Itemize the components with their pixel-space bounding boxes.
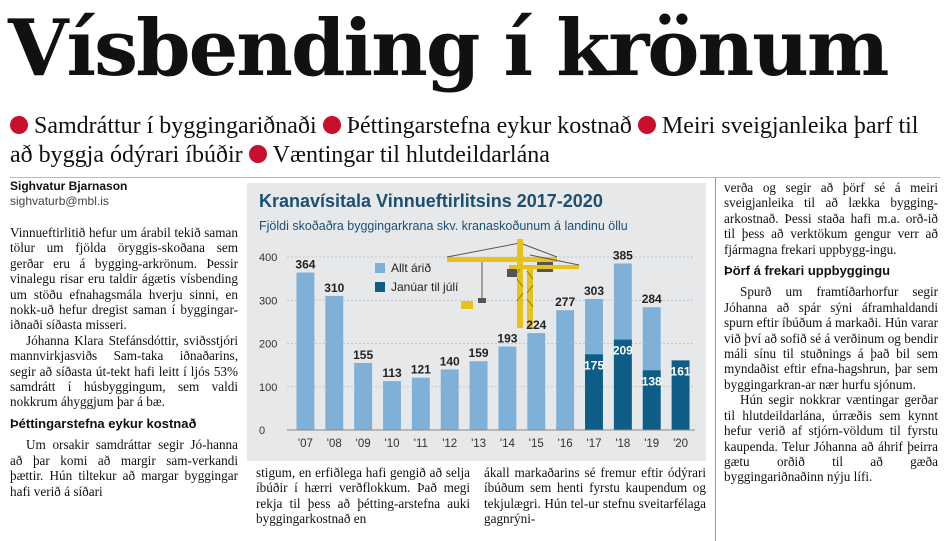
data-label: 284 — [641, 292, 662, 307]
column-4 — [724, 180, 938, 485]
bar-allt-arid — [412, 378, 430, 430]
column-3 — [484, 465, 706, 527]
x-tick-label: '11 — [413, 438, 428, 450]
paragraph: Spurð um framtíðarhorfur segir Jóhanna að spár sýni áframhaldandi spurn eftir íbúðum á markaði. Hún varar við því að sofið sé á verðinum og bendir máli sínu til stuðnings á það bil sem myndaðist eftir efna-hagshrun, þar sem byggingarkran-ar nær hurfu sjónum. — [724, 284, 938, 392]
bullet-dot — [249, 145, 267, 163]
bar-allt-arid — [498, 347, 516, 430]
subhead-1: Samdráttur í byggingariðnaði — [34, 113, 317, 139]
bullet-dot — [323, 116, 341, 134]
bar-allt-arid — [296, 273, 314, 430]
x-tick-label: '12 — [442, 438, 458, 450]
x-tick-label: '19 — [644, 438, 660, 450]
legend-label: Janúar til júlí — [391, 280, 459, 294]
data-label: 364 — [295, 257, 316, 272]
subheads — [10, 112, 940, 170]
bar-allt-arid — [383, 381, 401, 430]
author-name: Sighvatur Bjarnason — [10, 179, 128, 193]
data-label: 159 — [468, 346, 489, 361]
bar-allt-arid — [354, 363, 372, 430]
column-2 — [256, 465, 470, 527]
bar-allt-arid — [441, 369, 459, 430]
subhead-3: Meiri sveigjanleika þarf til að byggja ódýrari íbúðir — [10, 113, 919, 168]
x-tick-label: '15 — [528, 438, 544, 450]
bar-allt-arid — [325, 296, 343, 430]
x-tick-label: '20 — [673, 438, 689, 450]
data-label: 121 — [410, 362, 431, 377]
author-email[interactable]: sighvaturb@mbl.is — [10, 194, 109, 208]
paragraph: Jóhanna Klara Stefánsdóttir, sviðsstjóri mannvirkjasviðs Sam-taka iðnaðarins, segir að síðasta út-tekt hafi leitt í ljós 53% samdrátt í húsbyggingum, sem valdi nokkrum áhyggjum þar á bæ. — [10, 332, 238, 410]
data-label: 161 — [670, 364, 691, 379]
byline — [10, 179, 127, 209]
data-label: 155 — [353, 347, 374, 362]
column-divider — [715, 177, 716, 541]
data-label: 209 — [612, 343, 633, 358]
data-label: 138 — [641, 374, 662, 389]
bullet-dot — [638, 116, 656, 134]
paragraph: Hún segir nokkrar væntingar gerðar til hlutdeildarlána, úrræðis sem kynnt hefur verið af stjórn-völdum til fyrstu kaupenda. Telur Jóhanna að áhrif þeirra gætu orðið til að gæða byggingariðnaðinn nýju lífi. — [724, 392, 938, 485]
paragraph: verða og segir að þörf sé á meiri sveigjanleika til að lækka bygging-arkostnað. Þessi staða hafi m.a. orð-ið til þess að verktökum gengur verr að fjármagna frekari uppbygg-ingu. — [724, 180, 938, 257]
data-label: 113 — [382, 366, 402, 381]
legend-swatch — [375, 282, 385, 292]
bullet-dot — [10, 116, 28, 134]
x-tick-label: '16 — [557, 438, 573, 450]
x-tick-label: '14 — [499, 438, 515, 450]
data-label: 193 — [497, 331, 518, 346]
chart-panel — [247, 183, 706, 461]
paragraph: ákall markaðarins sé fremur eftir ódýrari íbúðum sem henti fyrstu kaupendum og tekjulægri. Hún tel-ur stefnu sveitarfélaga gagnrýni- — [484, 465, 706, 527]
data-label: 303 — [583, 283, 605, 298]
y-tick-label: 300 — [259, 295, 278, 308]
x-tick-label: '17 — [586, 438, 602, 450]
data-label: 175 — [583, 358, 605, 373]
bar-allt-arid — [470, 361, 488, 430]
subhead-2: Þéttingarstefna eykur kostnað — [346, 113, 632, 139]
paragraph: Vinnueftirlitið hefur um árabil tekið saman tölur um fjölda öryggis-skoðana sem gerðar eru á bygging-arkrönum. Þessir vinalegu risar eru taldir ágætis vísbending um stöðu efnahagsmála hverju sinni, en nokk-uð hefur dregist saman í byggingar-iðnaði síðasta misseri. — [10, 225, 238, 333]
bar-allt-arid — [556, 310, 574, 430]
x-tick-label: '07 — [297, 438, 313, 450]
column-1 — [10, 225, 238, 499]
paragraph: stigum, en erfiðlega hafi gengið að selja íbúðir í hærri verðflokkum. Það megi rekja til þess að þétting-arstefna auki byggingarkostnað en — [256, 465, 470, 527]
headline: Vísbending í krönum — [8, 3, 888, 94]
y-tick-label: 400 — [259, 252, 278, 264]
section-heading: Þörf á frekari uppbyggingu — [724, 263, 891, 279]
data-label: 310 — [324, 280, 345, 295]
chart-title: Kranavísitala Vinnueftirlitsins 2017-2020 — [259, 191, 603, 211]
subhead-4: Væntingar til hlutdeildarlána — [272, 142, 550, 168]
y-tick-label: 100 — [259, 381, 278, 394]
legend-swatch — [375, 263, 385, 273]
y-tick-label: 0 — [259, 425, 266, 437]
data-label: 140 — [439, 354, 460, 369]
bar-allt-arid — [527, 333, 545, 430]
section-heading: Þéttingarstefna eykur kostnað — [10, 415, 197, 431]
x-tick-label: '08 — [326, 438, 342, 450]
x-tick-label: '18 — [615, 438, 631, 450]
data-label: 224 — [526, 318, 547, 333]
crane-illustration — [447, 239, 557, 328]
x-tick-label: '10 — [384, 438, 400, 450]
data-label: 277 — [555, 295, 576, 310]
chart-subtitle: Fjöldi skoðaðra byggingarkrana skv. kranaskoðunum á landinu öllu — [259, 219, 628, 233]
legend-label: Allt árið — [391, 261, 432, 275]
x-tick-label: '09 — [355, 438, 371, 450]
paragraph: Um orsakir samdráttar segir Jó-hanna að þar komi að margir sam-verkandi þættir. Hún tiltekur að margar byggingar hafi verið á síðari — [10, 437, 238, 499]
y-tick-label: 200 — [259, 338, 278, 351]
data-label: 385 — [612, 248, 633, 263]
bar-chart — [247, 183, 706, 461]
x-tick-label: '13 — [471, 438, 487, 450]
divider — [10, 177, 940, 178]
